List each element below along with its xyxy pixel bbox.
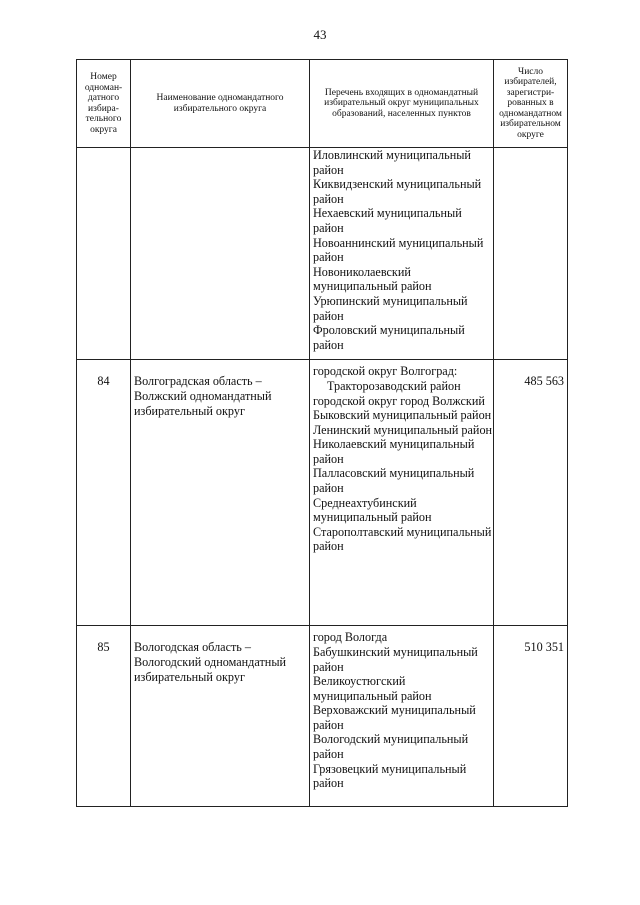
cell-municipalities (310, 148, 494, 360)
municipality-item: Старополтавский муниципальный район (313, 524, 492, 554)
header-voters: Число избирателей, зарегистри-рованных в одномандатном избирательном округе (494, 60, 568, 148)
cell-municipalities (310, 626, 494, 807)
municipality-item: Палласовский муниципальный район (313, 466, 475, 496)
table-row-district-85 (77, 626, 568, 807)
municipality-item: Вологодский муниципальный район (313, 732, 469, 762)
header-list: Перечень входящих в одномандатный избирательный округ муниципальных образований, населенных пунктов (310, 60, 494, 148)
cell-name (131, 148, 310, 360)
district-voters: 510 351 (494, 626, 568, 807)
district-number: 84 (77, 360, 131, 626)
municipality-item: город Вологда (313, 630, 388, 645)
municipality-item: Киквидзенский муниципальный район (313, 177, 482, 206)
header-number: Номер одноман-датного избира-тельного округа (77, 60, 131, 148)
municipality-item: городской округ город Волжский (313, 393, 485, 408)
municipality-item: Фроловский муниципальный район (313, 323, 465, 352)
districts-table (76, 59, 568, 807)
district-name: Волгоградская область – Волжский одномандатный избирательный округ (131, 360, 310, 626)
municipality-item: Иловлинский муниципальный район (313, 148, 471, 177)
municipality-item: Среднеахтубинский муниципальный район (313, 495, 432, 525)
municipality-item: городской округ Волгоград: (313, 364, 458, 379)
table-header-row (77, 60, 568, 148)
municipality-item: Ленинский муниципальный район (313, 422, 493, 437)
municipality-item: Быковский муниципальный район (313, 408, 492, 423)
municipality-item: Урюпинский муниципальный район (313, 293, 468, 323)
municipality-item: Грязовецкий муниципальный район (313, 761, 467, 791)
district-voters: 485 563 (494, 360, 568, 626)
municipality-item: Николаевский муниципальный район (313, 437, 475, 466)
header-name: Наименование одномандатного избирательного округа (131, 60, 310, 148)
district-number: 85 (77, 626, 131, 807)
district-name: Вологодская область – Вологодский одномандатный избирательный округ (131, 626, 310, 807)
cell-voters (494, 148, 568, 360)
cell-number (77, 148, 131, 360)
municipality-item: Бабушкинский муниципальный район (313, 644, 478, 674)
municipality-item: Нехаевский муниципальный район (313, 206, 462, 235)
cell-municipalities (310, 360, 494, 626)
municipality-item: Новоаннинский муниципальный район (313, 235, 484, 265)
page-number: 43 (313, 27, 327, 42)
table-row-continuation (77, 148, 568, 360)
municipality-item: Великоустюгский муниципальный район (313, 674, 432, 703)
table-row-district-84 (77, 360, 568, 626)
municipality-item: Новониколаевский муниципальный район (313, 264, 432, 294)
municipality-item: Тракторозаводский район (327, 378, 461, 393)
municipality-item: Верховажский муниципальный район (313, 703, 476, 732)
